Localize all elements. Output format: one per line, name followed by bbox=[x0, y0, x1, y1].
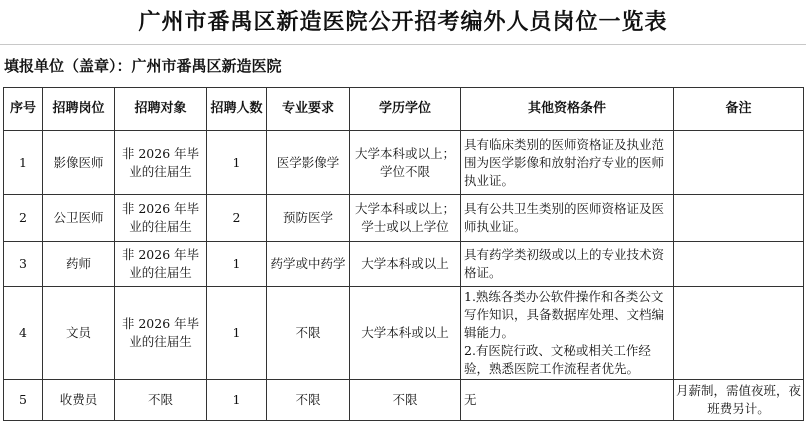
cell-count: 1 bbox=[207, 131, 267, 195]
table-row bbox=[4, 287, 804, 380]
table-row bbox=[4, 380, 804, 421]
header-target: 招聘对象 bbox=[115, 88, 207, 131]
header-count: 招聘人数 bbox=[207, 88, 267, 131]
cell-target: 不限 bbox=[115, 380, 207, 421]
cell-target: 非 2026 年毕业的往届生 bbox=[115, 242, 207, 287]
cell-no: 2 bbox=[4, 195, 43, 242]
cell-major: 不限 bbox=[267, 287, 350, 380]
header-no: 序号 bbox=[4, 88, 43, 131]
cell-no: 4 bbox=[4, 287, 43, 380]
cell-position: 收费员 bbox=[43, 380, 115, 421]
cell-remark: 月薪制，需值夜班，夜班费另计。 bbox=[674, 380, 804, 421]
table-row bbox=[4, 242, 804, 287]
header-major: 专业要求 bbox=[267, 88, 350, 131]
cell-major: 药学或中药学 bbox=[267, 242, 350, 287]
cell-conditions: 具有临床类别的医师资格证及执业范围为医学影像和放射治疗专业的医师执业证。 bbox=[461, 131, 674, 195]
cell-position: 公卫医师 bbox=[43, 195, 115, 242]
cell-target: 非 2026 年毕业的往届生 bbox=[115, 195, 207, 242]
header-position: 招聘岗位 bbox=[43, 88, 115, 131]
reporting-unit-line: 填报单位（盖章）：广州市番禺区新造医院 bbox=[4, 57, 282, 75]
title-divider bbox=[0, 44, 806, 45]
cell-position: 文员 bbox=[43, 287, 115, 380]
positions-table bbox=[3, 87, 804, 421]
cell-major: 不限 bbox=[267, 380, 350, 421]
cell-target: 非 2026 年毕业的往届生 bbox=[115, 287, 207, 380]
cell-education: 大学本科或以上 bbox=[350, 242, 461, 287]
cell-major: 医学影像学 bbox=[267, 131, 350, 195]
cell-remark bbox=[674, 287, 804, 380]
cell-no: 5 bbox=[4, 380, 43, 421]
header-education: 学历学位 bbox=[350, 88, 461, 131]
cell-conditions: 具有公共卫生类别的医师资格证及医师执业证。 bbox=[461, 195, 674, 242]
cell-remark bbox=[674, 195, 804, 242]
condition-item-1: 1.熟练各类办公软件操作和各类公文写作知识，具备数据库处理、文档编辑能力。 bbox=[464, 289, 665, 340]
cell-count: 2 bbox=[207, 195, 267, 242]
cell-position: 影像医师 bbox=[43, 131, 115, 195]
table-row bbox=[4, 195, 804, 242]
header-remark: 备注 bbox=[674, 88, 804, 131]
condition-item-2: 2.有医院行政、文秘或相关工作经验，熟悉医院工作流程者优先。 bbox=[464, 343, 651, 376]
table-header-row bbox=[4, 88, 804, 131]
cell-remark bbox=[674, 131, 804, 195]
cell-count: 1 bbox=[207, 287, 267, 380]
cell-conditions: 具有药学类初级或以上的专业技术资格证。 bbox=[461, 242, 674, 287]
cell-education: 大学本科或以上；学士或以上学位 bbox=[350, 195, 461, 242]
cell-count: 1 bbox=[207, 380, 267, 421]
cell-count: 1 bbox=[207, 242, 267, 287]
cell-position: 药师 bbox=[43, 242, 115, 287]
cell-major: 预防医学 bbox=[267, 195, 350, 242]
cell-remark bbox=[674, 242, 804, 287]
cell-education: 大学本科或以上 bbox=[350, 287, 461, 380]
page-title: 广州市番禺区新造医院公开招考编外人员岗位一览表 bbox=[138, 9, 668, 35]
cell-target: 非 2026 年毕业的往届生 bbox=[115, 131, 207, 195]
cell-conditions bbox=[461, 287, 674, 380]
header-conditions: 其他资格条件 bbox=[461, 88, 674, 131]
cell-no: 1 bbox=[4, 131, 43, 195]
cell-education: 大学本科或以上；学位不限 bbox=[350, 131, 461, 195]
cell-no: 3 bbox=[4, 242, 43, 287]
cell-education: 不限 bbox=[350, 380, 461, 421]
table-row bbox=[4, 131, 804, 195]
cell-conditions: 无 bbox=[461, 380, 674, 421]
